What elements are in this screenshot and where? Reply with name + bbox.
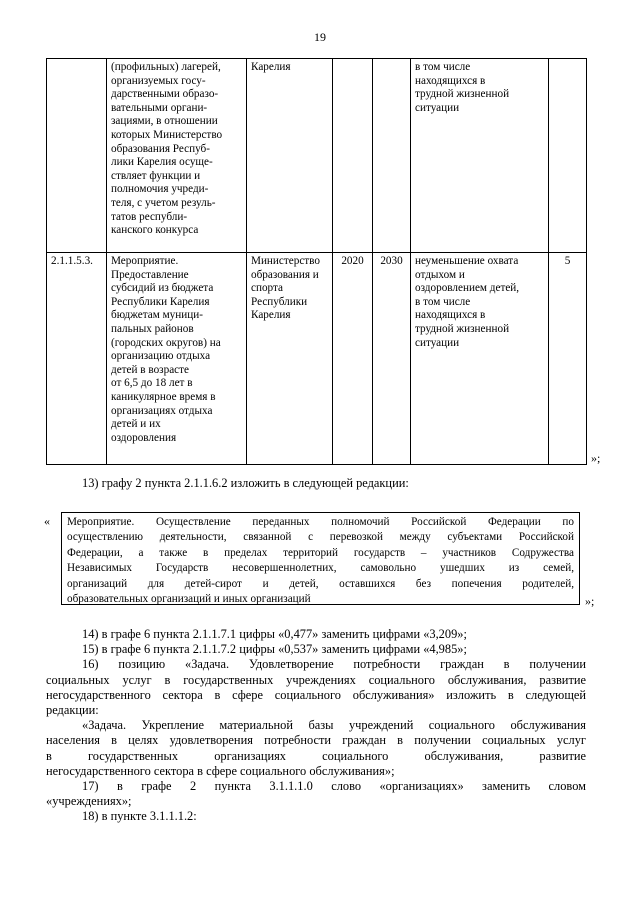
cell-line: отдыхом и: [415, 268, 465, 281]
cell-line: ситуации: [415, 336, 460, 349]
cell-number: [47, 59, 107, 253]
cell-line: Республики: [251, 295, 308, 308]
paragraph-line: 18) в пункте 3.1.1.1.2:: [82, 809, 197, 824]
cell-description: [107, 59, 247, 253]
cell-line: Карелия: [251, 309, 291, 322]
cell-line: детей и их: [111, 418, 161, 431]
cell-end-year: 2030: [373, 253, 411, 465]
cell-line: организуемых госу-: [111, 74, 206, 87]
cell-line: находящихся в: [415, 309, 486, 322]
item-13: [46, 476, 586, 491]
cell-description: [107, 253, 247, 465]
box-closing-quote: »;: [585, 594, 595, 608]
cell-line: спорта: [251, 282, 283, 295]
paragraph-line: населения в целях удовлетворения потребности граждан в получении социальных услуг: [46, 733, 586, 748]
cell-line: Республики Карелия: [111, 295, 210, 308]
cell-line: ситуации: [415, 101, 460, 114]
cell-line: неуменьшение охвата: [415, 255, 519, 267]
box-line: организаций для детей-сирот и детей, оставшихся без попечения родителей,: [67, 577, 574, 590]
cell-line: субсидий из бюджета: [111, 282, 214, 295]
paragraph-line: социальных услуг в государственных учреждениях социального обслуживания, развитие: [46, 672, 586, 687]
cell-line: Предоставление: [111, 268, 189, 281]
box-line: осуществлению деятельности, связанной с перевозкой между субъектами Российской: [67, 531, 574, 544]
program-table: [46, 58, 587, 465]
cell-line: организацию отдыха: [111, 350, 211, 363]
paragraph-line: 17) в графе 2 пункта 3.1.1.1.0 слово «организациях» заменить словом: [82, 779, 586, 794]
cell-line: образования и: [251, 268, 319, 281]
table-row: [47, 59, 587, 253]
cell-line: в том числе: [415, 295, 471, 308]
cell-line: организациях отдыха: [111, 404, 213, 417]
cell-line: ствляет функции и: [111, 169, 201, 182]
cell-line: дарственными образо-: [111, 88, 219, 101]
paragraph-line: негосударственного сектора в сфере социального обслуживания» изложить в следующей: [46, 687, 586, 702]
cell-line: каникулярное время в: [111, 390, 216, 403]
cell-line: Карелия: [251, 61, 291, 73]
cell-result: [411, 253, 549, 465]
cell-line: детей в возрасте: [111, 363, 189, 376]
paragraph-line: негосударственного сектора в сфере социального обслуживания»;: [46, 763, 395, 778]
box-line: образовательных организаций и иных организаций: [67, 593, 311, 606]
paragraph-line: 14) в графе 6 пункта 2.1.1.7.1 цифры «0,477» заменить цифрами «3,209»;: [82, 627, 467, 641]
box-line: Федерации, а также в пределах территорий государств – участников Содружества: [67, 546, 574, 559]
cell-line: Министерство: [251, 255, 320, 267]
box-line: Независимых Государств несовершеннолетних, самовольно ушедших из семей,: [67, 562, 574, 575]
cell-end-year: [373, 59, 411, 253]
cell-link: 5: [549, 253, 587, 465]
paragraph-line: «Задача. Укрепление материальной базы учреждений социального обслуживания: [82, 718, 586, 733]
paragraph-line: 16) позицию «Задача. Удовлетворение потребности граждан в получении: [82, 657, 586, 672]
cell-line: бюджетам муници-: [111, 309, 203, 322]
cell-executor: [247, 253, 333, 465]
cell-line: лики Карелия осуще-: [111, 156, 213, 169]
cell-line: в том числе: [415, 61, 471, 73]
table-row: [47, 253, 587, 465]
cell-line: вательными органи-: [111, 101, 208, 114]
cell-line: образования Респуб-: [111, 142, 210, 155]
paragraph-line: «учреждениях»;: [46, 794, 132, 809]
cell-start-year: [333, 59, 373, 253]
cell-line: татов республи-: [111, 210, 188, 223]
cell-line: (профильных) лагерей,: [111, 61, 221, 73]
cell-line: от 6,5 до 18 лет в: [111, 377, 193, 390]
page-number: 19: [314, 30, 326, 44]
cell-executor: [247, 59, 333, 253]
cell-line: пальных районов: [111, 322, 194, 335]
cell-line: оздоровлением детей,: [415, 282, 520, 295]
cell-link: [549, 59, 587, 253]
paragraph-line: в государственных организациях социального обслуживания, развитие: [46, 748, 586, 763]
body-text: [46, 627, 586, 825]
cell-line: оздоровления: [111, 431, 177, 444]
cell-number: 2.1.1.5.3.: [47, 253, 107, 465]
cell-line: которых Министерство: [111, 128, 223, 141]
cell-line: теля, с учетом резуль-: [111, 196, 216, 209]
box-open-quote: «: [44, 514, 50, 528]
cell-start-year: 2020: [333, 253, 373, 465]
cell-result: [411, 59, 549, 253]
replacement-text-box: [61, 512, 580, 605]
cell-line: полномочия учреди-: [111, 183, 209, 196]
cell-line: Мероприятие.: [111, 255, 179, 267]
box-line: Мероприятие. Осуществление переданных полномочий Российской Федерации по: [67, 516, 574, 528]
paragraph-line: 15) в графе 6 пункта 2.1.1.7.2 цифры «0,537» заменить цифрами «4,985»;: [82, 642, 467, 657]
table-closing-quote: »;: [591, 451, 601, 465]
cell-line: канского конкурса: [111, 224, 199, 237]
item-13-text: 13) графу 2 пункта 2.1.1.6.2 изложить в следующей редакции:: [82, 476, 409, 490]
paragraph-line: редакции:: [46, 703, 99, 718]
cell-line: зациями, в отношении: [111, 115, 218, 128]
cell-line: (городских округов) на: [111, 336, 221, 349]
cell-line: трудной жизненной: [415, 88, 510, 101]
cell-line: трудной жизненной: [415, 322, 510, 335]
cell-line: находящихся в: [415, 74, 486, 87]
